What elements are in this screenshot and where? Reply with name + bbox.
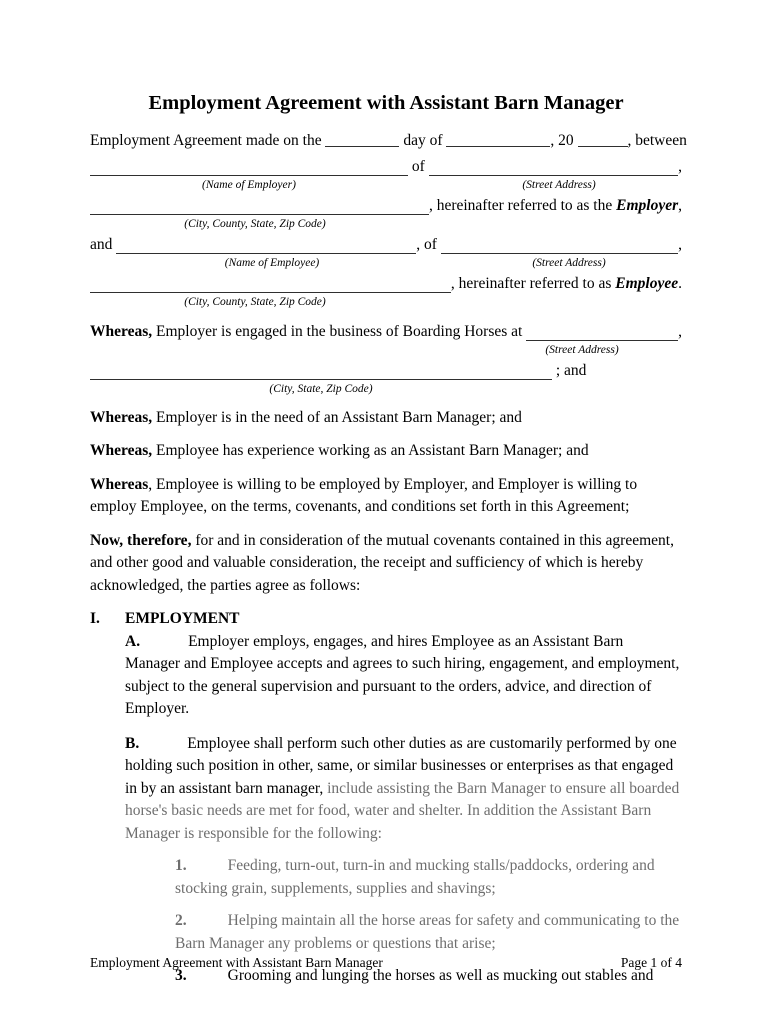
- duty-item-number: 1.: [175, 857, 187, 874]
- duty-item: [175, 910, 682, 955]
- now-therefore-text: for and in consideration of the mutual covenants contained in this agreement, and other good and valuable consideration, the receipt and sufficiency of which is hereby acknowledged, the parties agree as follows:: [90, 531, 674, 594]
- duty-item-text: Grooming and lunging the horses as well as mucking out stables and: [227, 967, 654, 984]
- intro-text: .: [678, 275, 682, 292]
- field-label-name-of-employee: (Name of Employee): [224, 256, 320, 269]
- blank-employee-city[interactable]: [90, 277, 451, 293]
- now-therefore-lead: Now, therefore,: [90, 531, 192, 549]
- paragraph-a-text: Employer employs, engages, and hires Employee as an Assistant Barn Manager and Employee accepts and agrees to such hiring, engagement, and employment, subject to the general supervision and pursuant to the orders, advice, and direction of Employer.: [125, 632, 680, 717]
- intro-text: , hereinafter referred to as: [450, 275, 616, 292]
- page-footer: [90, 955, 682, 971]
- paragraph-b-text-filled: include assisting the Barn Manager to ensure all boarded horse's basic needs are met for food, water and shelter. In addition the Assistant Barn Manager is responsible for the following:: [125, 779, 680, 842]
- whereas-willing-paragraph: [90, 474, 682, 519]
- intro-text: of: [408, 158, 429, 175]
- blank-employee-street[interactable]: [441, 238, 678, 254]
- field-labels-row: [90, 383, 682, 396]
- intro-line-employer: [90, 156, 682, 179]
- whereas-lead: Whereas: [90, 475, 149, 493]
- whereas-business-line: [90, 321, 682, 344]
- now-therefore-paragraph: [90, 530, 682, 598]
- intro-text: , of: [416, 236, 441, 253]
- intro-text: and: [90, 236, 117, 253]
- field-labels-row: [90, 296, 682, 309]
- intro-text: , between: [627, 132, 687, 149]
- whereas-text: , Employee is willing to be employed by Employer, and Employer is willing to employ Employee, on the terms, covenants, and conditions set forth in this Agreement;: [90, 475, 638, 515]
- field-label-city-county-state-zip: (City, County, State, Zip Code): [184, 295, 326, 308]
- whereas-text: ,: [678, 323, 682, 340]
- field-labels-row: [90, 179, 682, 192]
- blank-employer-city[interactable]: [90, 199, 429, 215]
- field-label-city-county-state-zip: (City, County, State, Zip Code): [184, 217, 326, 230]
- blank-employer-street[interactable]: [429, 160, 678, 176]
- whereas-need-paragraph: [90, 407, 682, 430]
- section-employment-heading: [90, 608, 682, 631]
- intro-line-employee: [90, 234, 682, 257]
- intro-line-employer-ref: [90, 195, 682, 218]
- whereas-lead: Whereas,: [90, 323, 153, 340]
- paragraph-b: [125, 733, 682, 846]
- intro-text: , hereinafter referred to as the: [428, 197, 617, 214]
- spacer: [90, 257, 122, 270]
- paragraph-a: [125, 631, 682, 721]
- blank-business-street[interactable]: [526, 325, 678, 341]
- section-title: EMPLOYMENT: [125, 610, 240, 627]
- intro-text: day of: [399, 132, 447, 149]
- duty-item: [175, 855, 682, 900]
- field-labels-row: [90, 344, 682, 357]
- paragraph-a-label: A.: [125, 632, 141, 650]
- field-labels-row: [90, 257, 682, 270]
- blank-month[interactable]: [446, 134, 550, 147]
- intro-text: ,: [678, 197, 682, 214]
- whereas-text: Employee has experience working as an Assistant Barn Manager; and: [152, 442, 589, 459]
- whereas-lead: Whereas,: [90, 442, 153, 459]
- whereas-text: ; and: [552, 362, 587, 379]
- footer-document-title: Employment Agreement with Assistant Barn Manager: [90, 955, 383, 970]
- employee-term: Employee: [615, 275, 679, 292]
- paragraph-b-text-black: Employee shall perform such other duties as are customarily performed by one holding such position in other, same, or similar businesses or enterprises as that engaged in by an assistant barn manager,: [125, 734, 677, 797]
- spacer: [408, 179, 436, 192]
- intro-text: ,: [678, 158, 682, 175]
- field-label-name-of-employer: (Name of Employer): [202, 178, 296, 191]
- whereas-business-city-line: [90, 360, 682, 383]
- intro-text: ,: [678, 236, 682, 253]
- duty-item-text: Feeding, turn-out, turn-in and mucking stalls/paddocks, ordering and stocking grain, supplements, supplies and shavings;: [175, 857, 655, 897]
- blank-day[interactable]: [325, 134, 399, 147]
- field-label-street-address: (Street Address): [532, 256, 606, 269]
- paragraph-b-label: B.: [125, 734, 140, 752]
- whereas-experience-paragraph: [90, 440, 682, 463]
- blank-year[interactable]: [578, 134, 628, 147]
- page-title: Employment Agreement with Assistant Barn Manager: [148, 92, 624, 114]
- blank-business-city[interactable]: [90, 364, 552, 380]
- field-labels-row: [90, 218, 682, 231]
- intro-line-employee-ref: [90, 273, 682, 296]
- duty-item-number: 2.: [175, 912, 187, 929]
- section-number: I.: [90, 610, 100, 627]
- duty-item-text: Helping maintain all the horse areas for safety and communicating to the Barn Manager any problems or questions that arise;: [175, 912, 680, 952]
- footer-page-number: Page 1 of 4: [620, 955, 682, 970]
- duty-item-number: 3.: [175, 967, 187, 984]
- field-label-street-address: (Street Address): [545, 343, 619, 356]
- document-page: [90, 90, 687, 988]
- employer-term: Employer: [616, 197, 679, 214]
- intro-text: Employment Agreement made on the: [90, 132, 326, 149]
- blank-employee-name[interactable]: [116, 238, 416, 254]
- blank-employer-name[interactable]: [90, 160, 408, 176]
- field-label-street-address: (Street Address): [522, 178, 596, 191]
- intro-line-date: [90, 130, 687, 153]
- intro-text: , 20: [550, 132, 578, 149]
- whereas-lead: Whereas,: [90, 408, 153, 426]
- field-label-city-state-zip: (City, State, Zip Code): [269, 382, 373, 395]
- whereas-text: Employer is engaged in the business of Boarding Horses at: [152, 323, 527, 340]
- whereas-text: Employer is in the need of an Assistant Barn Manager; and: [152, 408, 522, 426]
- spacer: [422, 257, 456, 270]
